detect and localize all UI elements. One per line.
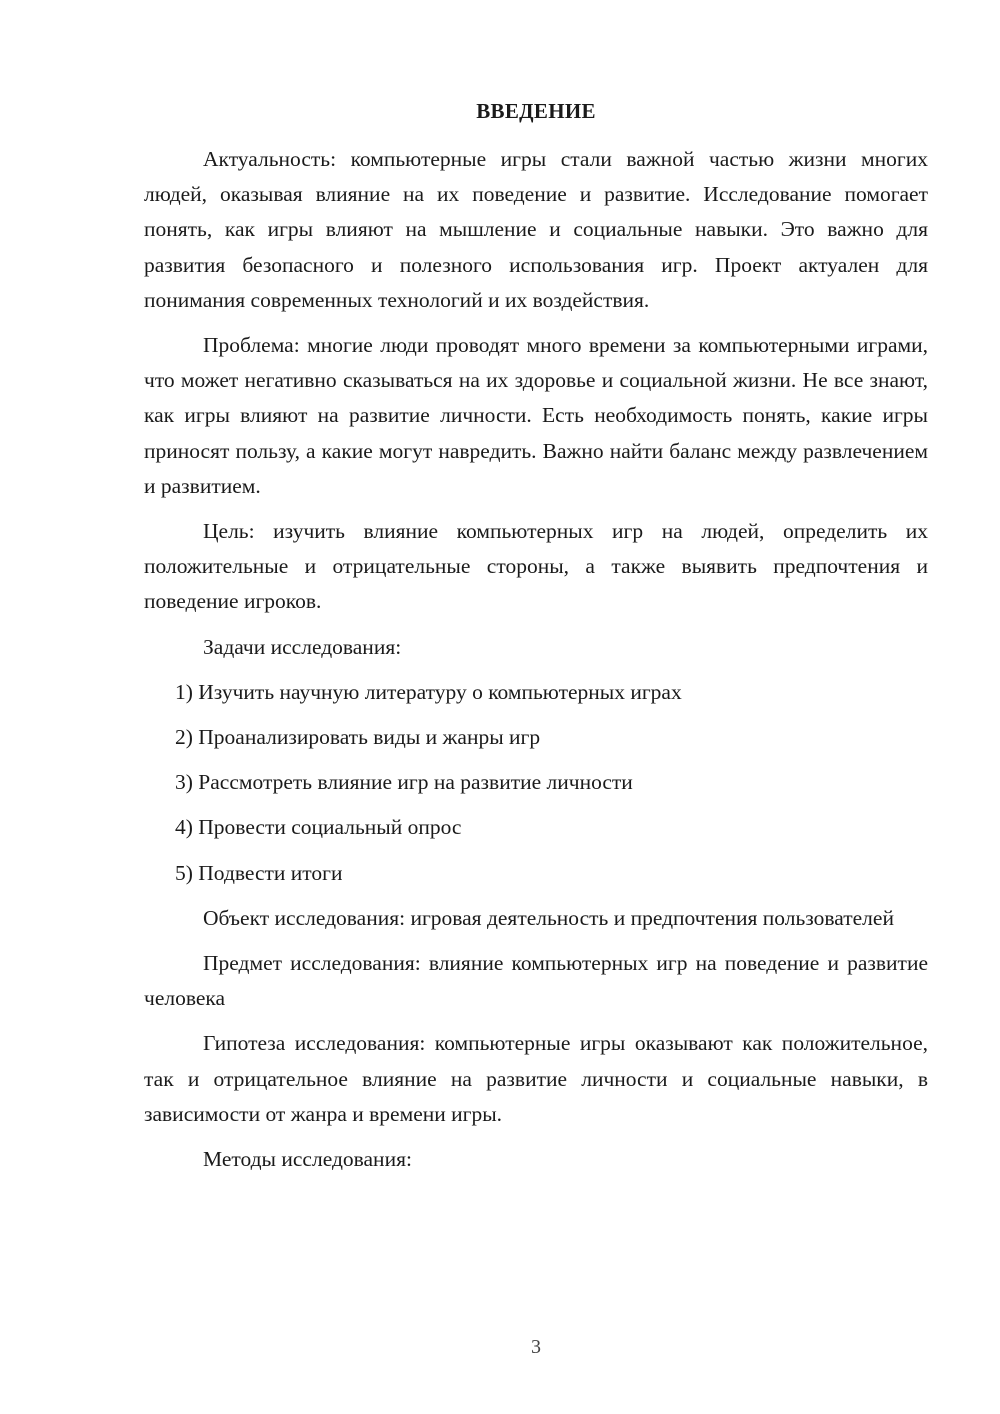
- goal-paragraph: Цель: изучить влияние компьютерных игр на людей, определить их положительные и отрицательные стороны, а также выявить предпочтения и поведение игроков.: [144, 519, 928, 614]
- tasks-heading: Задачи исследования:: [203, 634, 402, 659]
- hypothesis-paragraph: Гипотеза исследования: компьютерные игры оказывают как положительное, так и отрицательное влияние на развитие личности и социальные навыки, в зависимости от жанра и времени игры.: [144, 1031, 928, 1126]
- task-item: 4) Провести социальный опрос: [175, 815, 462, 840]
- subject-paragraph: Предмет исследования: влияние компьютерных игр на поведение и развитие человека: [144, 951, 928, 1011]
- relevance-paragraph: Актуальность: компьютерные игры стали важной частью жизни многих людей, оказывая влияние на их поведение и развитие. Исследование помогает понять, как игры влияют на мышление и социальные навыки. Это важно для развития безопасного и полезного использования игр. Проект актуален для понимания современных технологий и их воздействия.: [144, 147, 928, 312]
- page-number: 3: [531, 1336, 541, 1358]
- object-paragraph: Объект исследования: игровая деятельность и предпочтения пользователей: [203, 905, 894, 930]
- problem-paragraph: Проблема: многие люди проводят много времени за компьютерными играми, что может негативно сказываться на их здоровье и социальной жизни. Не все знают, как игры влияют на развитие личности. Есть необходимость понять, какие игры приносят пользу, а какие могут навредить. Важно найти баланс между развлечением и развитием.: [144, 333, 928, 498]
- task-item: 2) Проанализировать виды и жанры игр: [175, 725, 541, 750]
- task-item: 3) Рассмотреть влияние игр на развитие личности: [175, 770, 633, 795]
- section-title: ВВЕДЕНИЕ: [476, 99, 596, 123]
- document-body: [144, 142, 928, 1187]
- task-item: 1) Изучить научную литературу о компьютерных играх: [175, 679, 682, 704]
- methods-heading: Методы исследования:: [203, 1147, 412, 1172]
- task-item: 5) Подвести итоги: [175, 860, 343, 885]
- tasks-list: [144, 675, 928, 891]
